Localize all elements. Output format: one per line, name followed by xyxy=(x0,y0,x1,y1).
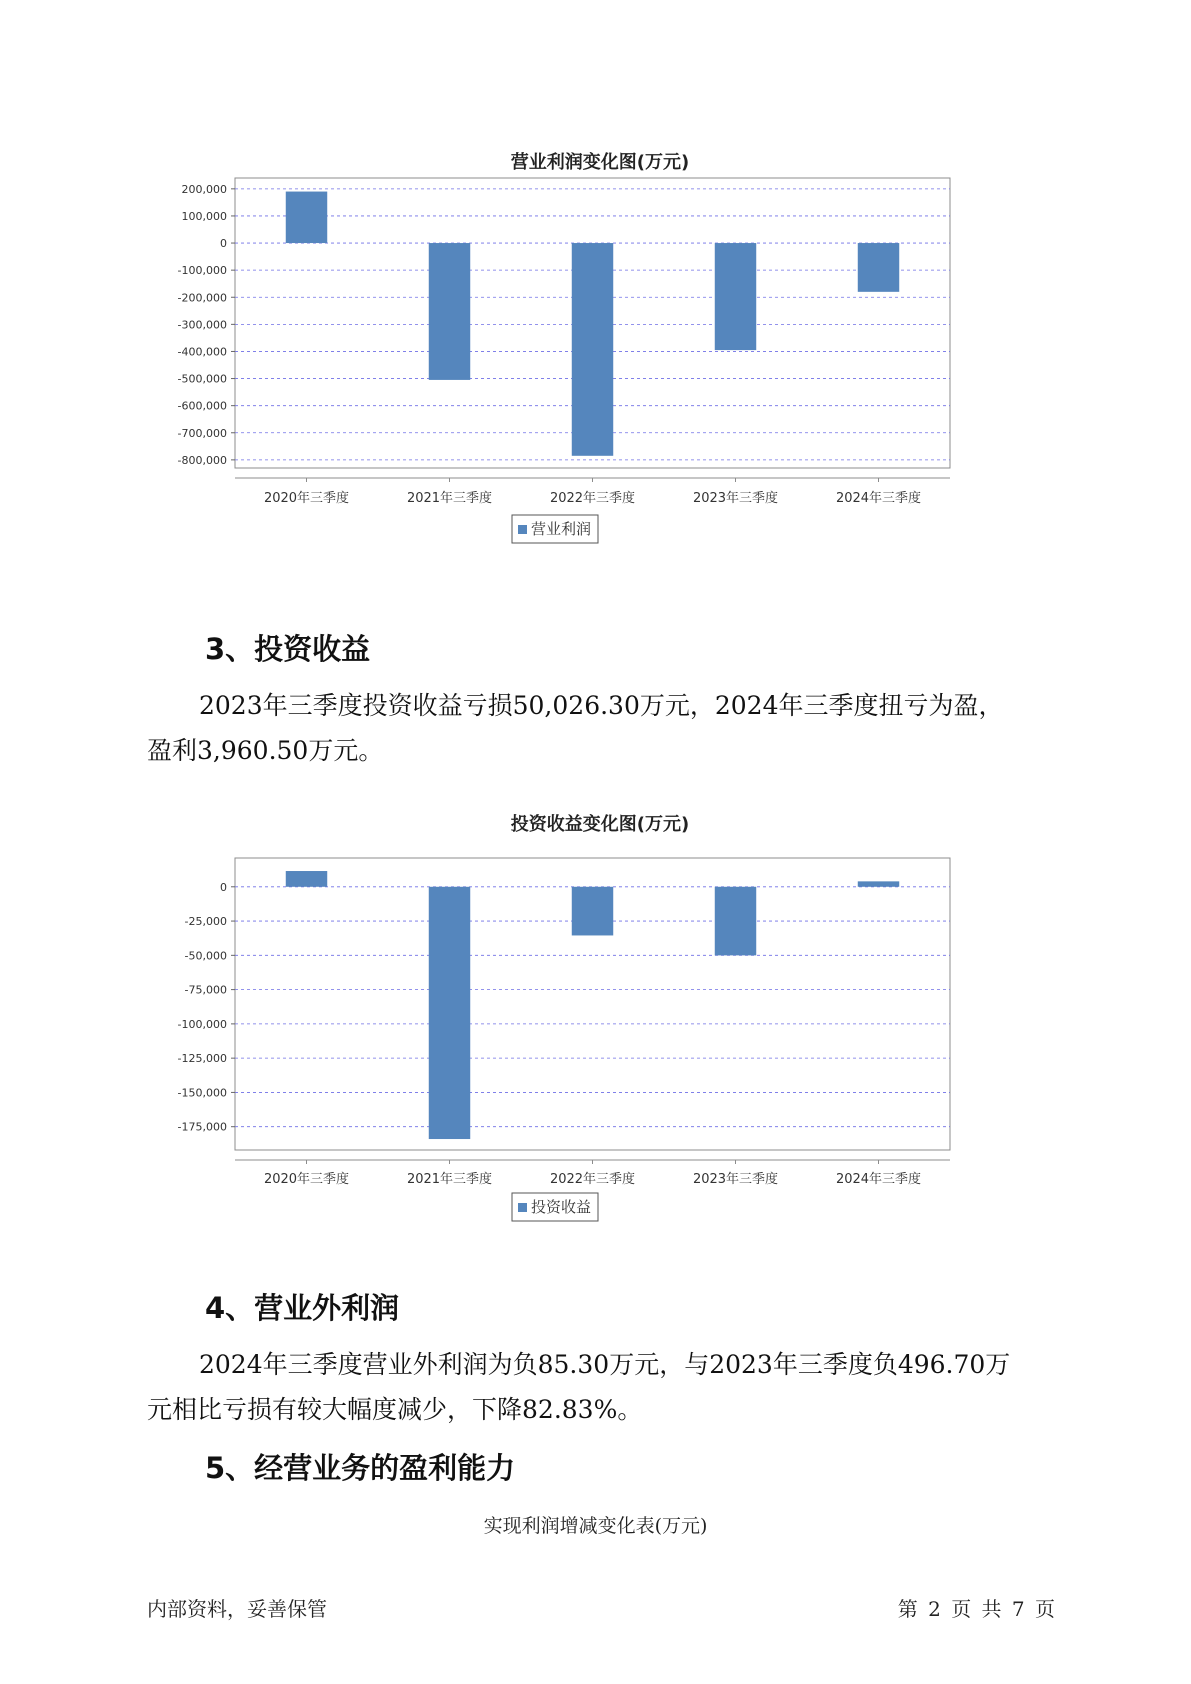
y-tick-label: 200,000 xyxy=(181,182,227,196)
bar xyxy=(429,243,470,380)
section-heading-non-operating-profit: 4、营业外利润 xyxy=(205,1291,400,1325)
x-tick-label: 2020年三季度 xyxy=(263,491,350,506)
para-line: 元相比亏损有较大幅度减少，下降82.83%。 xyxy=(147,1395,643,1424)
x-tick-label: 2022年三季度 xyxy=(549,1172,636,1187)
footer-page-number: 第 2 页 共 7 页 xyxy=(897,1597,1055,1621)
bar xyxy=(286,192,327,243)
bar xyxy=(429,887,470,1139)
x-tick-label: 2024年三季度 xyxy=(835,1172,922,1187)
x-tick-label: 2023年三季度 xyxy=(692,491,779,506)
x-tick-label: 2023年三季度 xyxy=(692,1172,779,1187)
y-tick-label: -25,000 xyxy=(184,915,227,929)
bar xyxy=(858,243,899,292)
legend-swatch xyxy=(518,525,527,534)
bar xyxy=(572,243,613,456)
chart-investment-income xyxy=(160,810,1040,1270)
y-tick-label: -600,000 xyxy=(177,399,227,413)
bar xyxy=(286,871,327,887)
bar xyxy=(715,243,756,350)
y-tick-label: 0 xyxy=(220,880,227,894)
x-tick-label: 2020年三季度 xyxy=(263,1172,350,1187)
y-tick-label: -75,000 xyxy=(184,983,227,997)
y-tick-label: -500,000 xyxy=(177,372,227,386)
y-tick-label: -100,000 xyxy=(177,1017,227,1031)
y-tick-label: -100,000 xyxy=(177,264,227,278)
bar xyxy=(572,887,613,936)
y-tick-label: -400,000 xyxy=(177,345,227,359)
y-tick-label: -175,000 xyxy=(177,1120,227,1134)
chart-operating-profit xyxy=(160,140,1040,600)
table-caption: 实现利润增减变化表(万元) xyxy=(483,1515,708,1537)
para-line: 2024年三季度营业外利润为负85.30万元，与2023年三季度负496.70万 xyxy=(199,1350,1011,1379)
para-line: 2023年三季度投资收益亏损50,026.30万元，2024年三季度扭亏为盈， xyxy=(199,691,1004,720)
x-tick-label: 2021年三季度 xyxy=(406,491,493,506)
x-tick-label: 2024年三季度 xyxy=(835,491,922,506)
legend-swatch xyxy=(518,1203,527,1212)
footer-confidential-note: 内部资料，妥善保管 xyxy=(147,1597,327,1621)
bar xyxy=(715,887,756,956)
y-tick-label: -125,000 xyxy=(177,1052,227,1066)
paragraph-investment-income xyxy=(147,683,1062,773)
paragraph-non-operating-profit xyxy=(147,1342,1062,1432)
section-heading-investment-income: 3、投资收益 xyxy=(205,632,371,666)
y-tick-label: -50,000 xyxy=(184,949,227,963)
x-tick-label: 2022年三季度 xyxy=(549,491,636,506)
y-tick-label: -800,000 xyxy=(177,453,227,467)
chart-svg xyxy=(160,140,1040,600)
y-tick-label: -200,000 xyxy=(177,291,227,305)
y-tick-label: -300,000 xyxy=(177,318,227,332)
x-tick-label: 2021年三季度 xyxy=(406,1172,493,1187)
legend-label: 投资收益 xyxy=(531,1198,592,1216)
legend-label: 营业利润 xyxy=(531,520,592,538)
y-tick-label: 100,000 xyxy=(181,209,227,223)
chart-title: 营业利润变化图(万元) xyxy=(510,152,690,173)
chart-svg xyxy=(160,810,1040,1270)
para-line: 盈利3,960.50万元。 xyxy=(147,736,384,765)
y-tick-label: 0 xyxy=(220,237,227,251)
section-heading-profitability: 5、经营业务的盈利能力 xyxy=(205,1451,516,1485)
bar xyxy=(858,881,899,886)
chart-title: 投资收益变化图(万元) xyxy=(510,814,690,835)
y-tick-label: -700,000 xyxy=(177,426,227,440)
y-tick-label: -150,000 xyxy=(177,1086,227,1100)
